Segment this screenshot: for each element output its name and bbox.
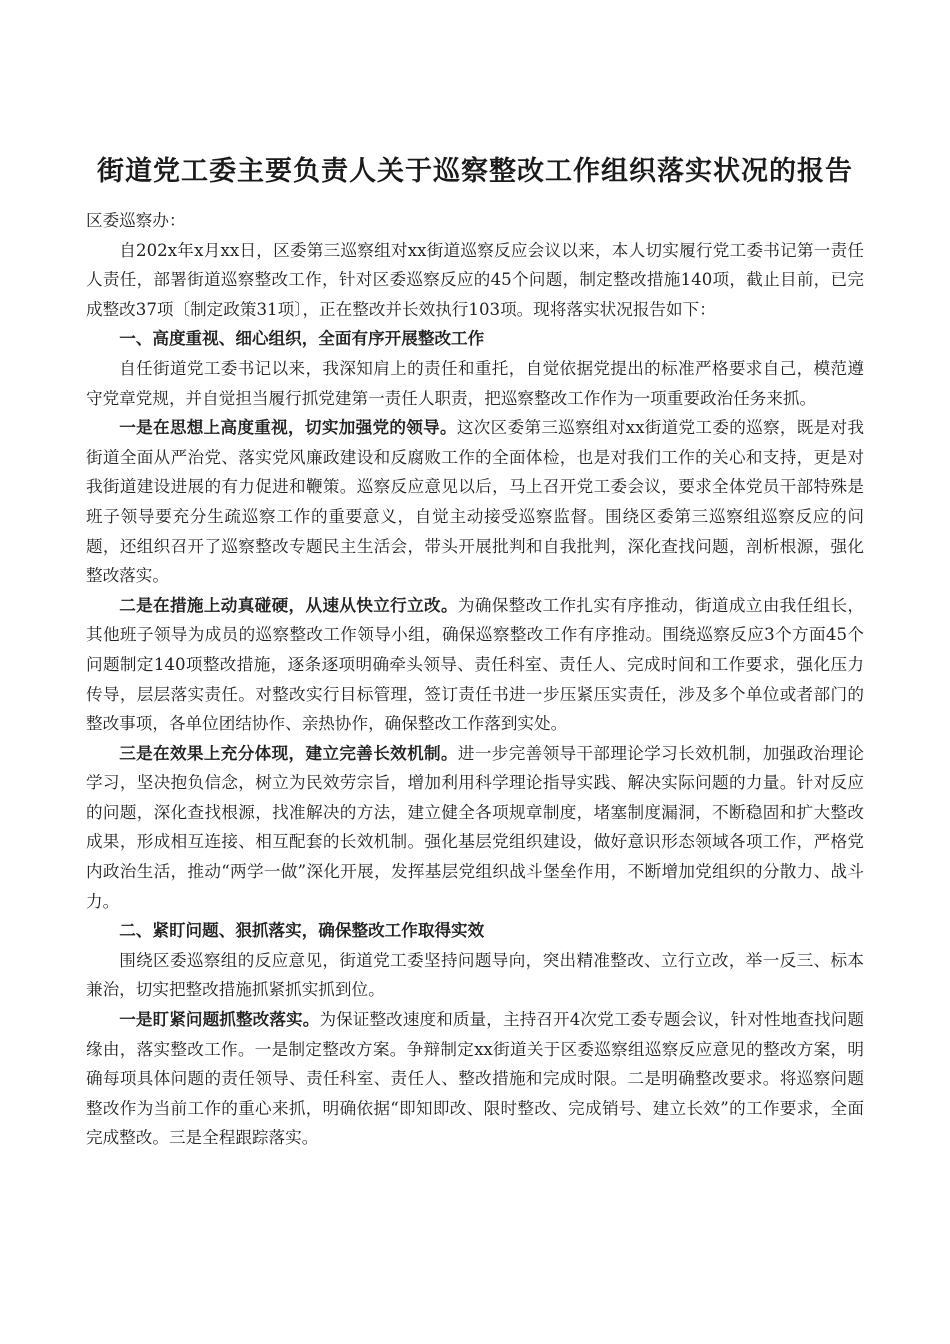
paragraph-lead: 一是盯紧问题抓整改落实。 [119,1009,320,1030]
paragraph: 自任街道党工委书记以来，我深知肩上的责任和重托，自觉依据党提出的标准严格要求自己，模范遵守党章党规，并自觉担当履行抓党建第一责任人职责，把巡察整改工作作为一项重要政治任务来抓。 [86,358,864,408]
paragraph: 二是在措施上动真碰硬，从速从快立行立改。为确保整改工作扎实有序推动，街道成立由我任组长，其他班子领导为成员的巡察整改工作领导小组，确保巡察整改工作有序推动。围绕巡察反应3个方面45个问题制定140项整改措施，逐条逐项明确牵头领导、责任科室、责任人、完成时间和工作要求，强化压力传导，层层落实责任。对整改实行目标管理，签订责任书进一步压紧压实责任，涉及多个单位或者部门的整改事项，各单位团结协作、亲热协作，确保整改工作落到实处。 [86,594,865,734]
addressee: 区委巡察办： [86,211,186,230]
section-heading-2: 二、紧盯问题、狠抓落实，确保整改工作取得实效 [119,920,485,941]
paragraph: 一是在思想上高度重视，切实加强党的领导。这次区委第三巡察组对xx街道党工委的巡察，既是对我街道全面从严治党、落实党风廉政建设和反腐败工作的全面体检，也是对我们工作的关心和支持，更是对我街道建设进展的有力促进和鞭策。巡察反应意见以后，马上召开党工委会议，要求全体党员干部特殊是班子领导要充分生疏巡察工作的重要意义，自觉主动接受巡察监督。围绕区委第三巡察组巡察反应的问题，还组织召开了巡察整改专题民主生活会，带头开展批判和自我批判，深化查找问题，剖析根源，强化整改落实。 [86,417,864,586]
paragraph-intro: 自202x年x月xx日，区委第三巡察组对xx街道巡察反应会议以来，本人切实履行党工委书记第一责任人责任，部署街道巡察整改工作，针对区委巡察反应的45个问题，制定整改措施140项，截止目前，已完成整改37项〔制定政策31项〕，正在整改并长效执行103项。现将落实状况报告如下： [86,240,864,319]
paragraph: 围绕区委巡察组的反应意见，街道党工委坚持问题导向，突出精准整改、立行立改，举一反三、标本兼治，切实把整改措施抓紧抓实抓到位。 [86,950,864,1000]
document-title: 街道党工委主要负责人关于巡察整改工作组织落实状况的报告 [97,156,853,187]
paragraph: 三是在效果上充分体现，建立完善长效机制。进一步完善领导干部理论学习长效机制，加强政治理论学习，坚决抱负信念，树立为民效劳宗旨，增加利用科学理论指导实践、解决实际问题的力量。针对反应的问题，深化查找根源，找准解决的方法，建立健全各项规章制度，堵塞制度漏洞，不断稳固和扩大整改成果，形成相互连接、相互配套的长效机制。强化基层党组织建设，做好意识形态领域各项工作，严格党内政治生活，推动“两学一做”深化开展，发挥基层党组织战斗堡垒作用，不断增加党组织的分散力、战斗力。 [86,742,865,911]
paragraph-lead: 一是在思想上高度重视，切实加强党的领导。 [119,417,457,438]
paragraph: 一是盯紧问题抓整改落实。为保证整改速度和质量，主持召开4次党工委专题会议，针对性地查找问题缘由，落实整改工作。一是制定整改方案。争辩制定xx街道关于区委巡察组巡察反应意见的整改方案，明确每项具体问题的责任领导、责任科室、责任人、整改措施和完成时限。二是明确整改要求。将巡察问题整改作为当前工作的重心来抓，明确依据“即知即改、限时整改、完成销号、建立长效”的工作要求，全面完成整改。三是全程跟踪落实。 [86,1009,864,1148]
section-heading-1: 一、高度重视、细心组织，全面有序开展整改工作 [119,328,485,349]
document-body [86,206,864,1153]
paragraph-lead: 三是在效果上充分体现，建立完善长效机制。 [119,742,458,763]
paragraph-lead: 二是在措施上动真碰硬，从速从快立行立改。 [119,594,458,615]
